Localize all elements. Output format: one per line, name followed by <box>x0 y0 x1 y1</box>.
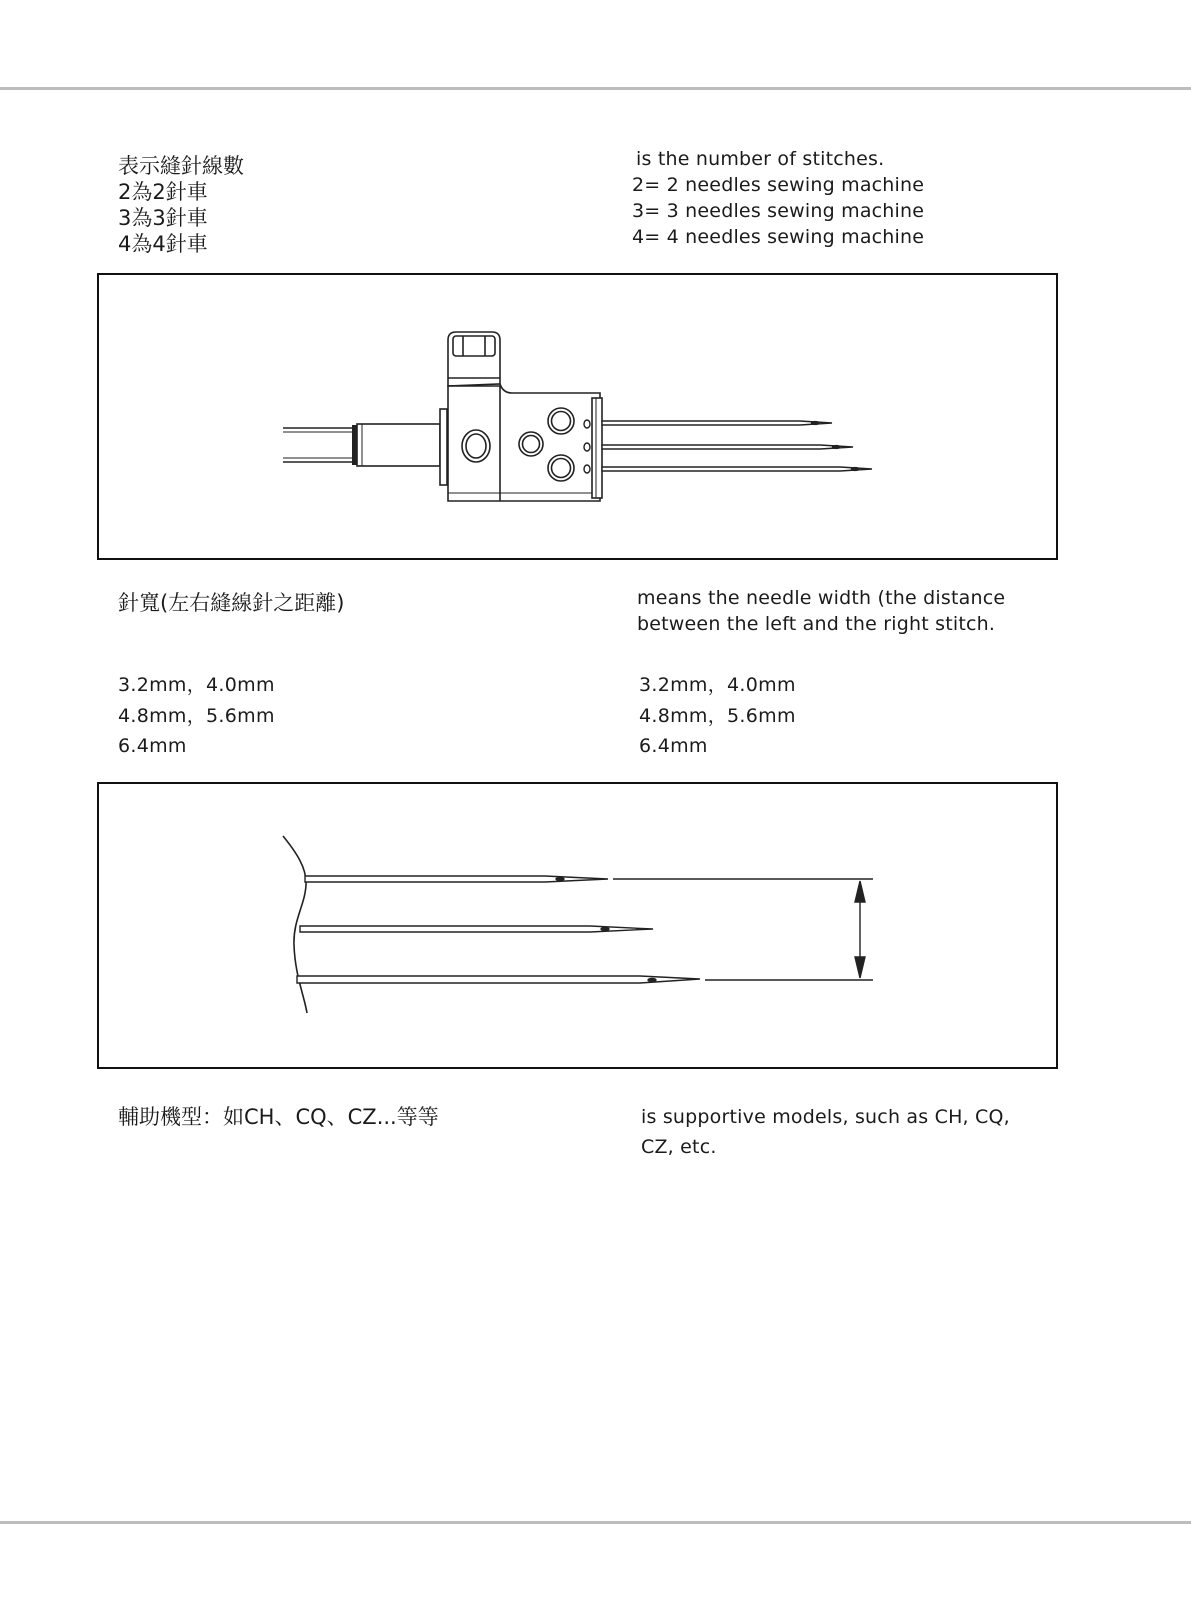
needle-width-diagram <box>97 782 1058 1070</box>
supportive-models-zh: 輔助機型：如CH、CQ、CZ...等等 <box>118 1105 439 1129</box>
needle-left <box>305 876 608 882</box>
needle-width-value: 3.2mm，4.0mm <box>639 674 796 696</box>
bottom-divider <box>0 1521 1191 1524</box>
holder-needle-left <box>584 420 832 428</box>
holder-needle-center <box>584 443 853 451</box>
needle-width-en-values <box>639 670 796 762</box>
arrowhead-up-icon <box>855 881 865 902</box>
stitch-count-zh-line: 3為3針車 <box>118 206 208 230</box>
stitch-count-en-line: 2= 2 needles sewing machine <box>632 174 925 196</box>
needle-center <box>300 926 653 932</box>
needle-width-drawing <box>97 782 1058 1070</box>
needle-holder-drawing <box>97 273 1058 560</box>
stitch-count-zh <box>118 153 244 257</box>
arrowhead-down-icon <box>855 957 865 978</box>
needle-holder-diagram <box>97 273 1058 560</box>
needle-width-value: 6.4mm <box>118 735 187 757</box>
needle-right <box>297 976 700 983</box>
needle-width-value: 4.8mm，5.6mm <box>118 704 275 727</box>
needle-width-value: 4.8mm，5.6mm <box>639 704 796 727</box>
stitch-count-en-title: is the number of stitches. <box>636 148 885 170</box>
stitch-count-zh-line: 4為4針車 <box>118 232 208 256</box>
needle-width-en-line: means the needle width (the distance <box>637 587 1006 609</box>
stitch-count-zh-title: 表示縫針線數 <box>118 154 244 178</box>
stitch-count-en-line: 4= 4 needles sewing machine <box>632 226 925 248</box>
holder-needle-right <box>584 465 872 473</box>
supportive-models-en <box>641 1102 1010 1162</box>
supportive-models-en-line: is supportive models, such as CH, CQ, <box>641 1106 1010 1128</box>
needle-width-zh-title: 針寬(左右縫線針之距離) <box>118 591 345 615</box>
needle-holder-body <box>448 332 602 501</box>
stitch-count-en <box>632 146 924 250</box>
needle-width-en-title <box>637 585 1005 637</box>
stitch-count-zh-line: 2為2針車 <box>118 180 208 204</box>
supportive-models-en-line: CZ, etc. <box>641 1136 717 1158</box>
needle-width-zh-values <box>118 670 275 762</box>
needle-bar <box>283 409 447 485</box>
break-line <box>283 836 307 1013</box>
needle-width-value: 6.4mm <box>639 735 708 757</box>
needle-width-value: 3.2mm，4.0mm <box>118 674 275 696</box>
stitch-count-en-line: 3= 3 needles sewing machine <box>632 200 925 222</box>
needle-width-en-line: between the left and the right stitch. <box>637 613 996 635</box>
top-divider <box>0 87 1191 90</box>
